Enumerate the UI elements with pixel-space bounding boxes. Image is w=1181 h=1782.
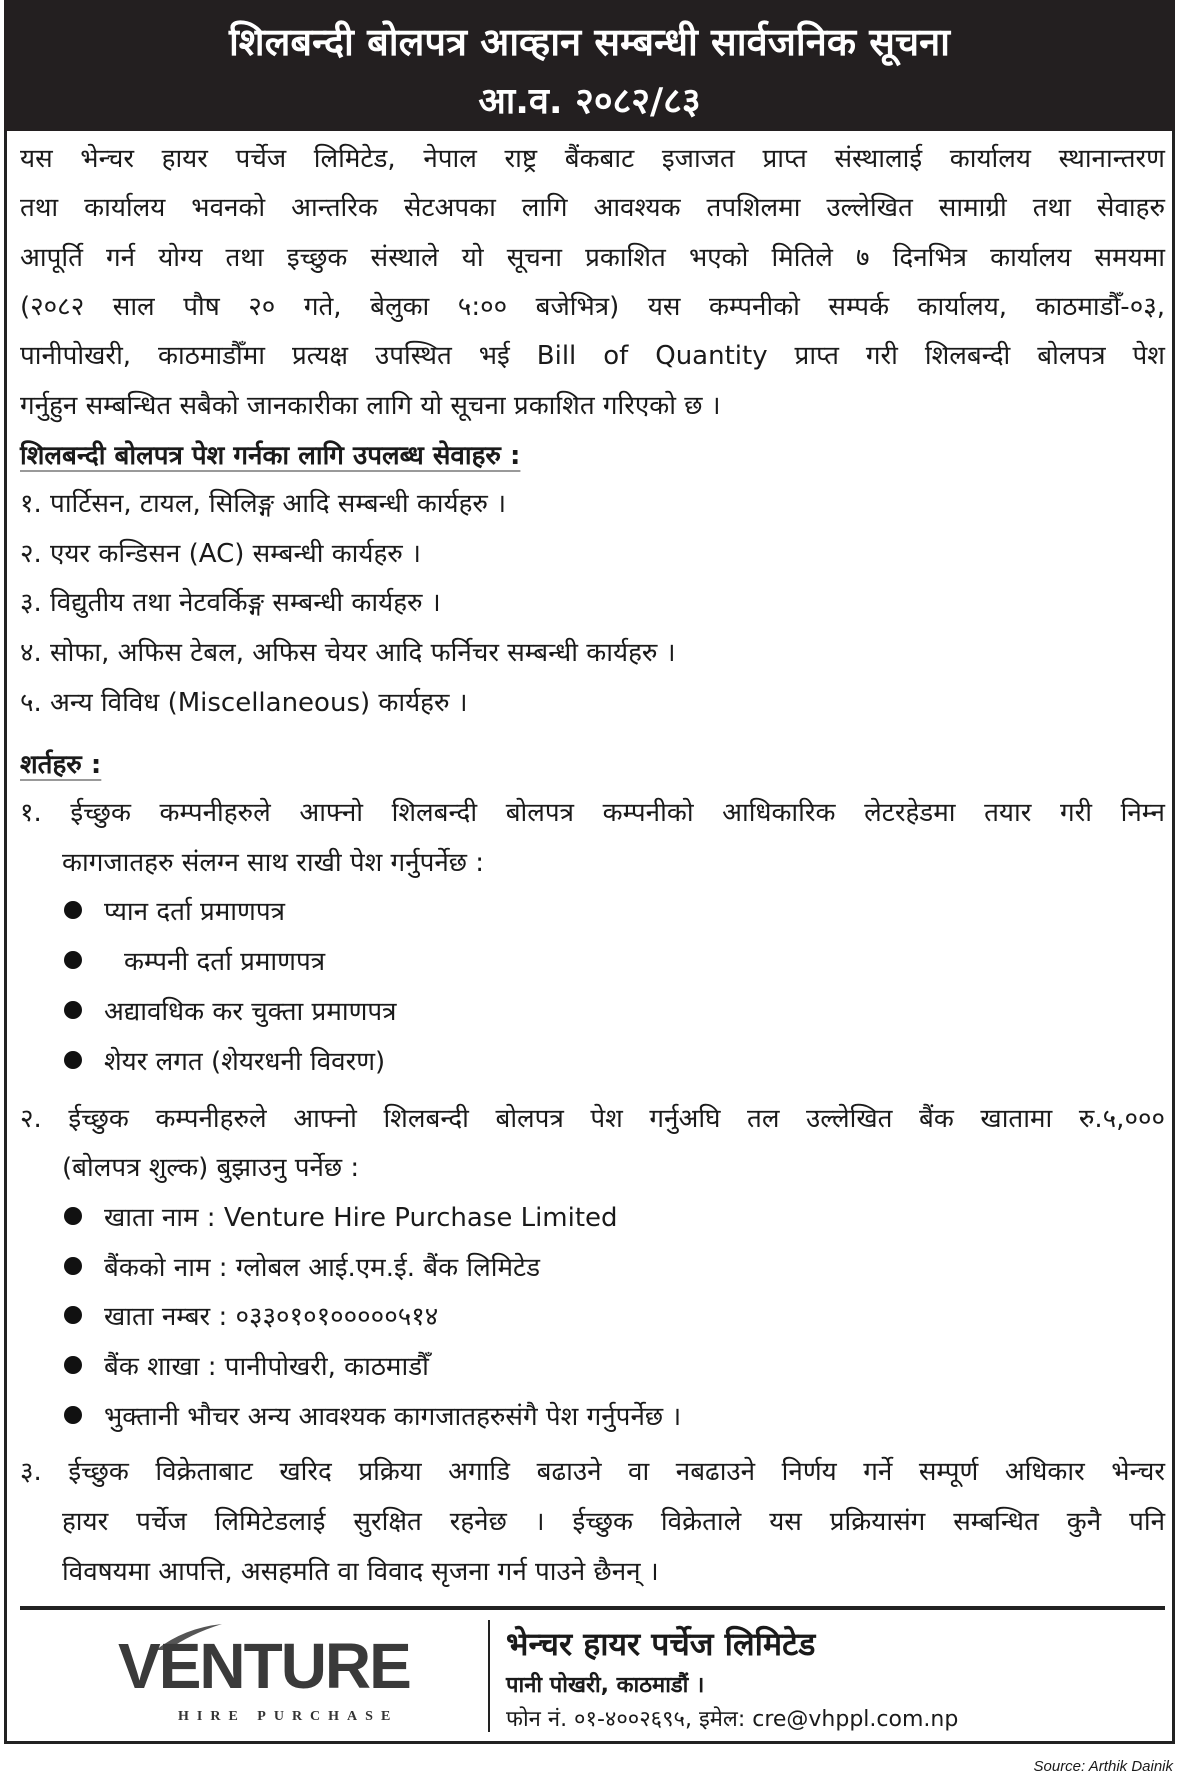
notice-title: शिलबन्दी बोलपत्र आव्हान सम्बन्धी सार्वजनिक सूचना [228, 20, 951, 64]
venture-logo [118, 1630, 473, 1734]
company-name: भेन्चर हायर पर्चेज लिमिटेड [506, 1625, 816, 1663]
company-contact: फोन नं. ०१-४००२६९५, इमेल: cre@vhppl.com.np [506, 1707, 959, 1732]
bullet-item [64, 1294, 438, 1340]
conditions-heading: शर्तहरु : [20, 750, 102, 780]
condition-line: १. ईच्छुक कम्पनीहरुले आफ्नो शिलबन्दी बोलपत्र कम्पनीको आधिकारिक लेटरहेडमा तयार गरी निम्न [20, 798, 1165, 828]
condition-line: कागजातहरु संलग्न साथ राखी पेश गर्नुपर्नेछ : [62, 848, 485, 878]
services-heading: शिलबन्दी बोलपत्र पेश गर्नका लागि उपलब्ध सेवाहरु : [20, 441, 521, 471]
intro-line: आपूर्ति गर्न योग्य तथा इच्छुक संस्थाले यो सूचना प्रकाशित भएको मितिले ७ दिनभित्र कार्यालय समयमा [20, 243, 1165, 273]
condition-line: २. ईच्छुक कम्पनीहरुले आफ्नो शिलबन्दी बोलपत्र पेश गर्नुअघि तल उल्लेखित बैंक खातामा रु.५,००० [20, 1104, 1165, 1134]
bullet-item [64, 1195, 618, 1241]
bullet-item [64, 1344, 429, 1390]
intro-line: तथा कार्यालय भवनको आन्तरिक सेटअपका लागि आवश्यक तपशिलमा उल्लेखित सामाग्री तथा सेवाहरु [20, 193, 1165, 223]
bullet-item [64, 1245, 540, 1291]
bullet-text: भुक्तानी भौचर अन्य आवश्यक कागजातहरुसंगै पेश गर्नुपर्नेछ । [104, 1402, 682, 1432]
intro-line: गर्नुहुन सम्बन्धित सबैको जानकारीका लागि यो सूचना प्रकाशित गरिएको छ । [20, 391, 721, 421]
bullet-item [64, 1394, 681, 1440]
bullet-icon [64, 1257, 82, 1275]
service-item: ३. विद्युतीय तथा नेटवर्किङ्ग सम्बन्धी कार्यहरु । [20, 588, 441, 618]
bullet-icon [64, 1306, 82, 1324]
bank-name: बैंकको नाम : ग्लोबल आई.एम.ई. बैंक लिमिटेड [104, 1253, 541, 1283]
bullet-text: प्यान दर्ता प्रमाणपत्र [104, 897, 285, 927]
bullet-item [64, 1039, 385, 1085]
bullet-icon [64, 1207, 82, 1225]
service-item: १. पार्टिसन, टायल, सिलिङ्ग आदि सम्बन्धी कार्यहरु । [20, 489, 507, 519]
footer-divider [20, 1606, 1165, 1610]
bullet-text: शेयर लगत (शेयरधनी विवरण) [104, 1047, 386, 1077]
account-number: खाता नम्बर : ०३३०१०१०००००५१४ [104, 1302, 439, 1332]
intro-line: यस भेन्चर हायर पर्चेज लिमिटेड, नेपाल राष्ट्र बैंकबाट इजाजत प्राप्त संस्थालाई कार्यालय स्थानान्तरण [20, 144, 1165, 174]
fiscal-year: आ.व. २०८२/८३ [478, 81, 701, 122]
bullet-icon [64, 1051, 82, 1069]
condition-line: हायर पर्चेज लिमिटेडलाई सुरक्षित रहनेछ । ईच्छुक विक्रेताले यस प्रक्रियासंग सम्बन्धित कुनै पनि [62, 1507, 1165, 1537]
bullet-icon [64, 951, 82, 969]
intro-line: (२०८२ साल पौष २० गते, बेलुका ५:०० बजेभित्र) यस कम्पनीको सम्पर्क कार्यालय, काठमाडौँ-०३, [20, 292, 1165, 322]
notice-header [4, 0, 1175, 131]
bullet-item [64, 939, 325, 985]
bullet-item [64, 989, 397, 1035]
condition-line: ३. ईच्छुक विक्रेताबाट खरिद प्रक्रिया अगाडि बढाउने वा नबढाउने निर्णय गर्ने सम्पूर्ण अधिकार भेन्चर [20, 1457, 1165, 1487]
bullet-icon [64, 1356, 82, 1374]
bullet-item [64, 889, 285, 935]
bullet-text: अद्यावधिक कर चुक्ता प्रमाणपत्र [104, 997, 397, 1027]
logo-text: VENTURE [118, 1630, 410, 1702]
condition-line: विवषयमा आपत्ति, असहमति वा विवाद सृजना गर्न पाउने छैनन् । [62, 1557, 659, 1587]
source-credit: Source: Arthik Dainik [1033, 1758, 1173, 1775]
bullet-icon [64, 901, 82, 919]
condition-line: (बोलपत्र शुल्क) बुझाउनु पर्नेछ : [62, 1153, 360, 1183]
company-address: पानी पोखरी, काठमाडौं । [506, 1673, 705, 1698]
service-item: २. एयर कन्डिसन (AC) सम्बन्धी कार्यहरु । [20, 539, 421, 569]
intro-line: पानीपोखरी, काठमाडौँमा प्रत्यक्ष उपस्थित भई Bill of Quantity प्राप्त गरी शिलबन्दी बोलपत्र पेश [20, 341, 1165, 371]
service-item: ५. अन्य विविध (Miscellaneous) कार्यहरु । [20, 688, 468, 718]
logo-subtext: HIRE PURCHASE [178, 1709, 399, 1724]
bullet-icon [64, 1406, 82, 1424]
account-name: खाता नाम : Venture Hire Purchase Limited [104, 1203, 618, 1233]
bullet-text: कम्पनी दर्ता प्रमाणपत्र [124, 947, 326, 977]
bullet-icon [64, 1001, 82, 1019]
service-item: ४. सोफा, अफिस टेबल, अफिस चेयर आदि फर्निचर सम्बन्धी कार्यहरु । [20, 638, 676, 668]
bank-branch: बैंक शाखा : पानीपोखरी, काठमाडौँ [104, 1352, 429, 1382]
footer-separator [488, 1620, 490, 1732]
